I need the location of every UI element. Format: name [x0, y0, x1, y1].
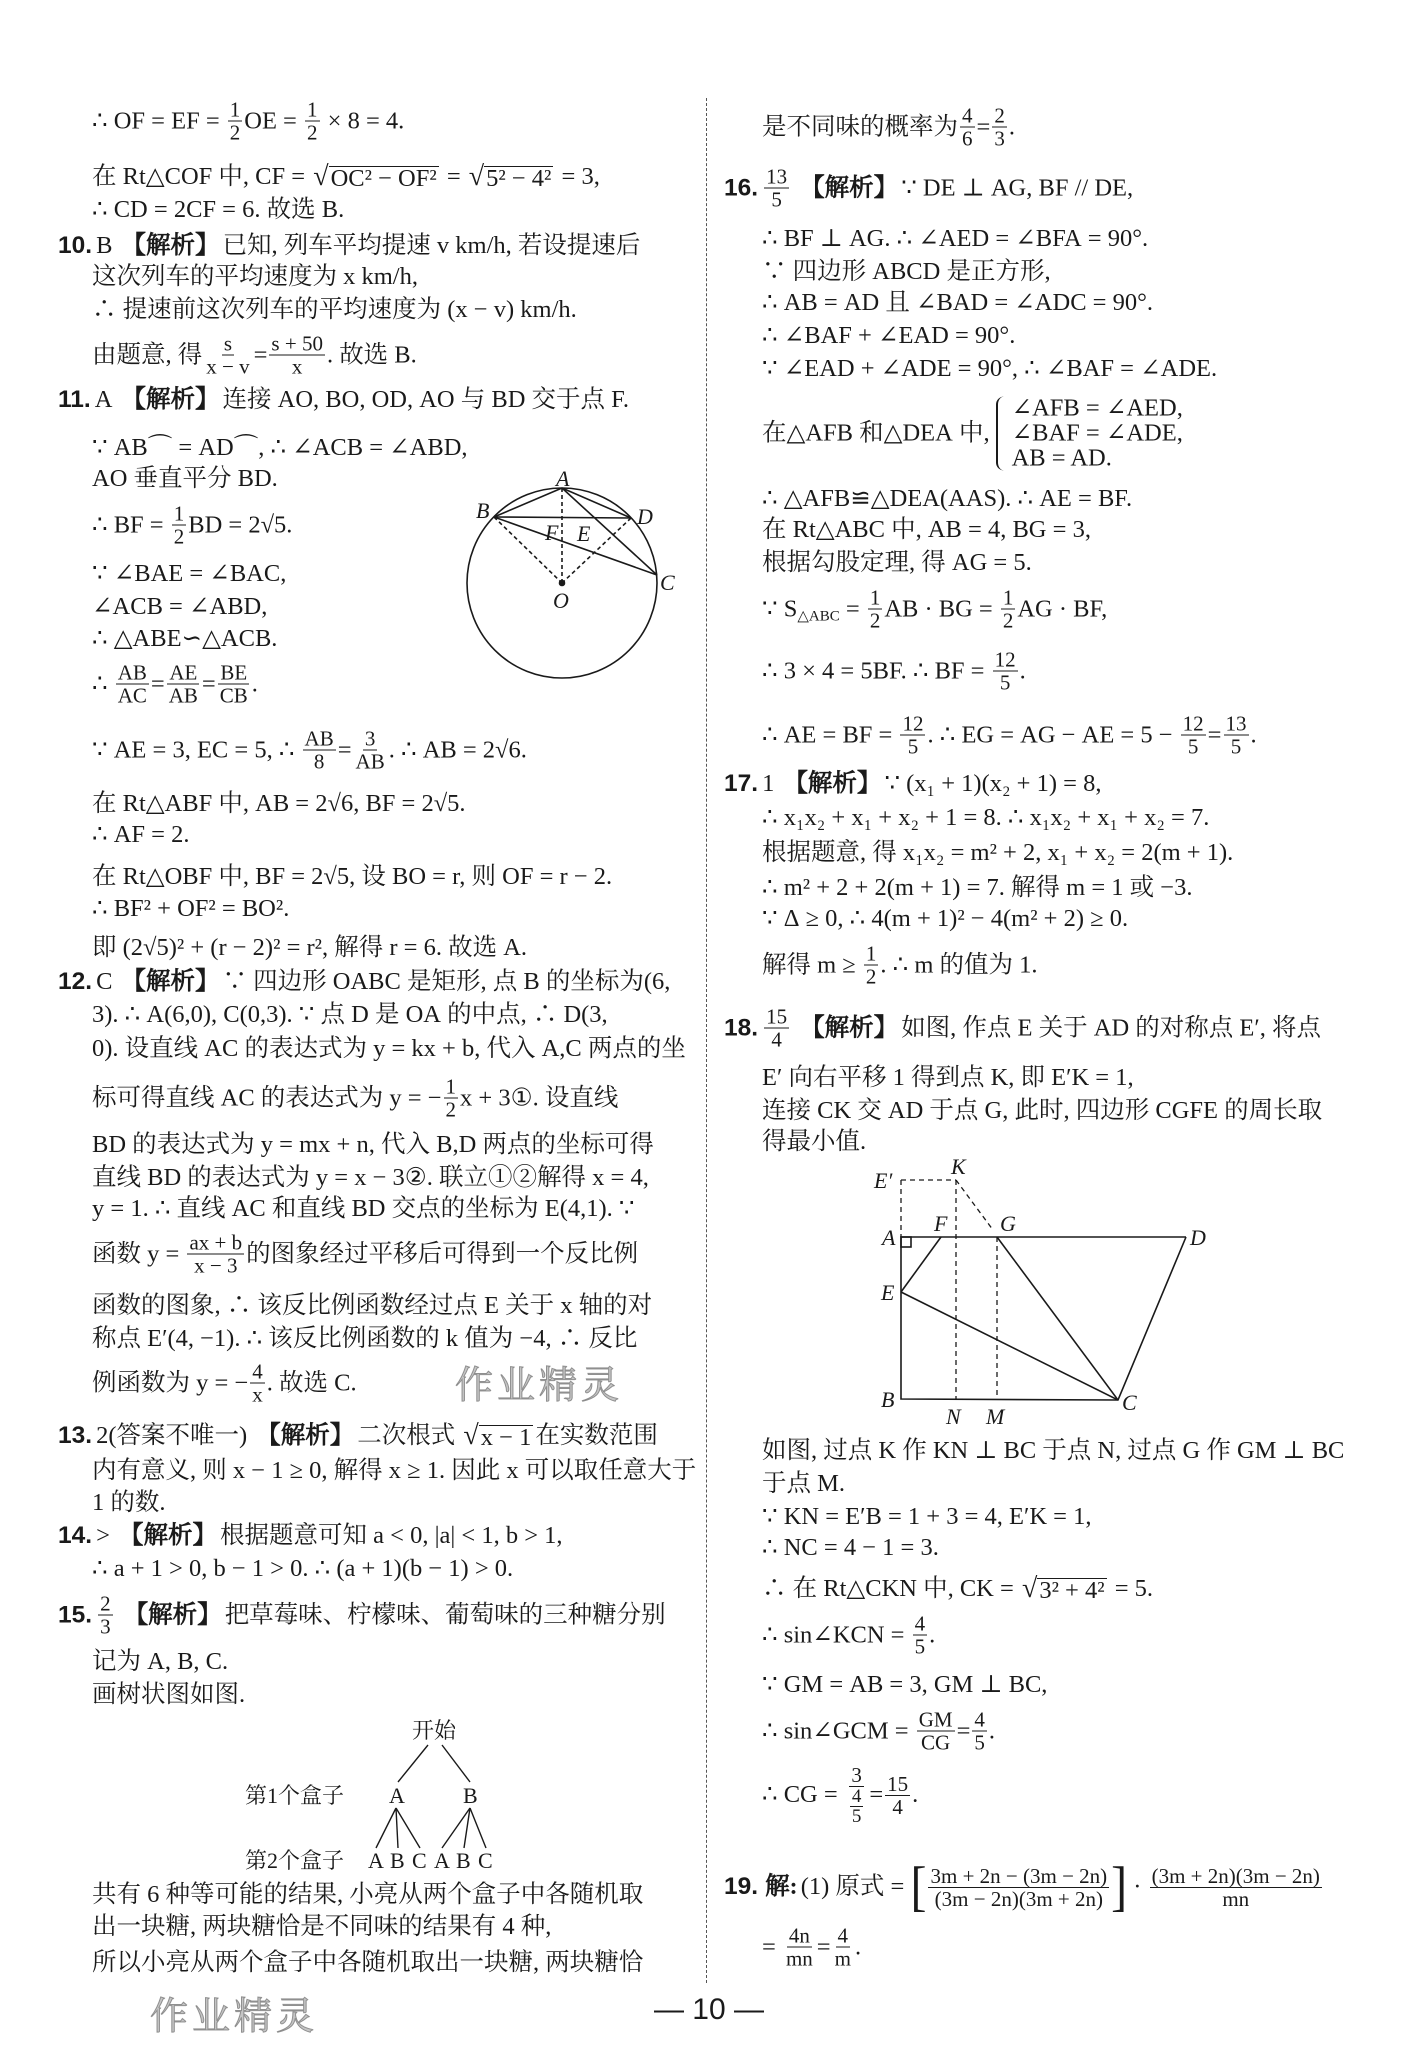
label-b: B [881, 1387, 895, 1412]
item-number: 17. [724, 770, 759, 797]
label-e: E [881, 1280, 895, 1305]
text-run: ∴ BF² + OF² = BO². [92, 895, 290, 922]
text-run: 1 [762, 770, 781, 797]
radical-sign-icon: √ [1021, 1573, 1038, 1604]
denominator: 5 [974, 1730, 985, 1755]
denominator: 5 [914, 1634, 926, 1659]
tree-figure [245, 1718, 493, 1873]
label-b: B [476, 498, 490, 523]
item-number: 12. [58, 968, 93, 995]
segment-gc [997, 1237, 1118, 1400]
text-run: 解得 m ≥ [762, 951, 862, 978]
text-run: E′ 向右平移 1 得到点 K, 即 E′K = 1, [762, 1064, 1134, 1091]
text-run: ∵ ∠BAE = ∠BAC, [92, 560, 287, 587]
text-run: 内有意义, 则 x − 1 ≥ 0, 解得 x ≥ 1. 因此 x 可以取任意大于 [92, 1457, 697, 1484]
text-run: ∵ 四边形 ABCD 是正方形, [762, 258, 1051, 285]
radical-sign-icon: √ [463, 1420, 479, 1451]
numerator: AB [117, 660, 147, 685]
text-run: 1 的数. [92, 1489, 166, 1516]
tree-node-b: B [463, 1783, 478, 1808]
numerator: 1 [229, 97, 241, 122]
tree-root: 开始 [412, 1718, 457, 1743]
text-run: 已知, 列车平均提速 v km/h, 若设提速后 [222, 232, 641, 259]
numerator: BE [220, 660, 248, 685]
text-run: 连接 AO, BO, OD, AO 与 BD 交于点 F. [222, 386, 629, 413]
segment-bc [494, 517, 657, 575]
label-g: G [1000, 1211, 1016, 1236]
analysis-tag: 【解析】 [256, 1422, 355, 1449]
text-run: ∵ Δ ≥ 0, ∴ 4(m + 1)² − 4(m² + 2) ≥ 0. [762, 905, 1129, 932]
text-run: ∵ (x₁ + 1)(x₂ + 1) = 8, [884, 770, 1102, 797]
text-run: ∴ 提速前这次列车的平均速度为 (x − v) km/h. [92, 296, 577, 323]
denominator: x − v [206, 354, 250, 379]
text-run: 出一块糖, 两块糖恰是不同味的结果有 4 种, [92, 1913, 552, 1940]
numerator: ax + b [189, 1230, 243, 1255]
denominator: (3m − 2n)(3m + 2n) [934, 1886, 1103, 1911]
subscript: △ABC [797, 608, 840, 625]
text-run: 3). ∴ A(6,0), C(0,3). ∵ 点 D 是 OA 的中点, ∴ D(3, [92, 1001, 608, 1028]
analysis-tag: 【解析】 [121, 968, 220, 995]
text-run: ∴ sin∠KCN = [762, 1621, 911, 1648]
numerator: 3m + 2n − (3m − 2n) [930, 1863, 1108, 1888]
numerator: 1 [865, 941, 877, 966]
bracket: [ [910, 1855, 927, 1917]
radicand: OC² − OF² [330, 165, 437, 192]
text-run: . ∴ m 的值为 1. [880, 951, 1038, 978]
denominator: AB [168, 683, 198, 708]
text-run: . [1250, 721, 1257, 748]
segment-ec [901, 1292, 1118, 1400]
denominator: 5 [1187, 734, 1199, 759]
numerator: 15 [766, 1004, 788, 1029]
numerator: 4 [974, 1707, 985, 1732]
text-run: 函数 y = [92, 1240, 186, 1267]
analysis-tag: 【解析】 [800, 1014, 899, 1041]
text-run: BD 的表达式为 y = mx + n, 代入 B,D 两点的坐标可得 [92, 1131, 654, 1158]
text-run: ∵ GM = AB = 3, GM ⊥ BC, [762, 1671, 1048, 1698]
numerator: 3 [851, 1763, 862, 1787]
denominator: 2 [445, 1097, 457, 1122]
tree-node-a: A [389, 1783, 405, 1808]
watermark: 作业精灵 [455, 1363, 624, 1407]
text-run: 直线 BD 的表达式为 y = x − 3②. 联立①②解得 x = 4, [92, 1164, 649, 1191]
tree-level1-label: 第1个盒子 [245, 1783, 345, 1808]
item-number: 19. [724, 1873, 759, 1900]
brace-line: AB = AD. [1011, 444, 1112, 472]
numerator: AE [169, 660, 198, 685]
radicand: x − 1 [480, 1424, 532, 1451]
text-run: . [912, 1781, 919, 1808]
label-e: E [577, 521, 591, 546]
label-k: K [951, 1154, 966, 1179]
denominator: 5 [1230, 734, 1242, 759]
denominator: 6 [962, 126, 973, 151]
segment-ab [494, 488, 562, 517]
item-number: 15. [58, 1601, 93, 1628]
numerator: 2 [100, 1591, 111, 1616]
denominator: 2 [173, 524, 185, 549]
text-run: 如图, 过点 K 作 KN ⊥ BC 于点 N, 过点 G 作 GM ⊥ BC [762, 1437, 1345, 1464]
denominator: 5 [999, 670, 1011, 695]
denominator: CB [219, 683, 248, 708]
text-run: = 3, [555, 163, 600, 190]
denominator: CG [921, 1730, 951, 1755]
tree-leaf: C [412, 1848, 427, 1873]
text-run: ∴ AF = 2. [92, 821, 190, 848]
numerator: s [223, 331, 233, 356]
text-run: . [251, 670, 258, 697]
text-run: ∴ OF = EF = [92, 107, 226, 134]
text-run: = [839, 595, 866, 622]
text-run: ∵ AB⌒ = AD⌒, ∴ ∠ACB = ∠ABD, [92, 434, 468, 461]
label-m: M [986, 1404, 1005, 1429]
square-labels [873, 1154, 1206, 1429]
denominator: x − 3 [194, 1253, 238, 1278]
text-run: 在实数范围 [535, 1422, 658, 1449]
text-run: = [1207, 721, 1222, 748]
text-run: 0). 设直线 AC 的表达式为 y = kx + b, 代入 A,C 两点的坐 [92, 1035, 686, 1062]
text-run: . [929, 1621, 936, 1648]
numerator: 1 [173, 501, 185, 526]
brace-line: ∠AFB = ∠AED, [1011, 394, 1183, 422]
text-run: 称点 E′(4, −1). ∴ 该反比例函数的 k 值为 −4, ∴ 反比 [92, 1325, 638, 1352]
text-run: . ∴ AB = 2√6. [388, 736, 527, 763]
point-o [560, 581, 565, 586]
tree-leaf: B [390, 1848, 405, 1873]
text-run: = [201, 670, 216, 697]
text-run: ∠ACB = ∠ABD, [92, 593, 268, 620]
text-run: = [253, 341, 268, 368]
text-run: B [96, 232, 119, 259]
text-run: 的图象经过平移后可得到一个反比例 [246, 1240, 639, 1267]
numerator: 4 [837, 1923, 849, 1948]
text-run: OE = [244, 107, 303, 134]
item-number: 11. [58, 386, 91, 413]
text-run: = [816, 1933, 831, 1960]
denominator: 3 [994, 126, 1005, 151]
page-number: — 10 — [653, 1993, 765, 2026]
segment-od [562, 518, 631, 583]
text-run: 如图, 作点 E 关于 AD 的对称点 E′, 将点 [901, 1014, 1321, 1041]
text-run: ∴ m² + 2 + 2(m + 1) = 7. 解得 m = 1 或 −3. [762, 874, 1193, 901]
numerator: 4 [914, 1611, 926, 1636]
denominator: 2 [869, 608, 881, 633]
label-c: C [660, 570, 675, 595]
text-run: 所以小亮从两个盒子中各随机取出一块糖, 两块糖恰 [92, 1949, 644, 1976]
text-run: 由题意, 得 [92, 341, 203, 368]
denominator: 5 [851, 1806, 862, 1827]
denominator: 5 [907, 734, 919, 759]
text-run: 例函数为 y = − [92, 1369, 249, 1396]
segment-ad [562, 488, 631, 518]
item-number: 14. [58, 1522, 93, 1549]
label-a: A [882, 1225, 896, 1250]
text-run: ∴ 3 × 4 = 5BF. ∴ BF = [762, 657, 991, 684]
text-run: = [150, 670, 165, 697]
label-c: C [1122, 1390, 1137, 1415]
denominator: 2 [865, 964, 877, 989]
label-n: N [946, 1404, 961, 1429]
text-run: ∵ KN = E′B = 1 + 3 = 4, E′K = 1, [762, 1503, 1092, 1530]
text-run: 在△AFB 和△DEA 中, [762, 419, 990, 446]
text-run: . 故选 B. [326, 341, 417, 368]
label-f: F [934, 1211, 948, 1236]
text-run: · [1127, 1873, 1148, 1900]
radical-sign-icon: √ [468, 161, 485, 192]
tree-level2-label: 第2个盒子 [245, 1848, 345, 1873]
denominator: 2 [229, 120, 241, 145]
label-o: O [553, 588, 569, 613]
denominator: m [834, 1946, 851, 1971]
numerator: GM [918, 1707, 953, 1732]
numerator: (3m + 2n)(3m − 2n) [1151, 1863, 1320, 1888]
numerator: 4n [788, 1923, 810, 1948]
text-run: × 8 = 4. [321, 107, 405, 134]
label-e-prime: E′ [874, 1168, 893, 1193]
text-run: 把草莓味、柠檬味、葡萄味的三种糖分别 [224, 1601, 666, 1628]
text-run: ∴ a + 1 > 0, b − 1 > 0. ∴ (a + 1)(b − 1) > 0. [92, 1555, 514, 1582]
analysis-tag: 解: [765, 1873, 798, 1900]
text-run: ∵ DE ⊥ AG, BF // DE, [901, 174, 1134, 201]
numerator: AB [304, 726, 334, 751]
analysis-tag: 【解析】 [119, 1522, 218, 1549]
text-run: = [976, 113, 991, 140]
text-run: C [96, 968, 119, 995]
bracket: ] [1111, 1855, 1128, 1917]
text-run: ∴ AB = AD 且 ∠BAD = ∠ADC = 90°. [762, 289, 1154, 316]
text-run: . 故选 C. [266, 1369, 357, 1396]
text-run: 这次列车的平均速度为 x km/h, [92, 263, 418, 290]
numerator: 4 [252, 1359, 263, 1384]
text-run: AO 垂直平分 BD. [92, 465, 278, 492]
denominator: x [291, 354, 303, 379]
numerator: 1 [1002, 585, 1014, 610]
numerator: 4 [962, 103, 973, 128]
text-run: ∴ AE = BF = [762, 721, 899, 748]
tree-leaf: C [478, 1848, 493, 1873]
denominator: mn [1222, 1886, 1250, 1911]
text-run: 函数的图象, ∴ 该反比例函数经过点 E 关于 x 轴的对 [92, 1292, 653, 1319]
text-run: 根据题意可知 a < 0, |a| < 1, b > 1, [220, 1522, 563, 1549]
analysis-tag: 【解析】 [783, 770, 882, 797]
analysis-tag: 【解析】 [123, 1601, 222, 1628]
numerator: 1 [307, 97, 318, 122]
analysis-tag: 【解析】 [121, 386, 220, 413]
text-run: 标可得直线 AC 的表达式为 y = − [92, 1084, 442, 1111]
text-run: > [96, 1522, 117, 1549]
label-f: F [545, 520, 559, 545]
text-run: 二次根式 [357, 1422, 462, 1449]
numerator: 1 [445, 1074, 457, 1099]
denominator: mn [785, 1946, 813, 1971]
text-run: . [1019, 657, 1026, 684]
circle-figure [467, 488, 657, 678]
text-run: BD = 2√5. [188, 511, 293, 538]
text-run: 连接 CK 交 AD 于点 G, 此时, 四边形 CGFE 的周长取 [762, 1097, 1323, 1124]
text-run: . [854, 1933, 862, 1960]
tree-leaf: B [456, 1848, 471, 1873]
text-run: x + 3①. 设直线 [460, 1084, 619, 1111]
denominator: 2 [307, 120, 318, 145]
text-run: = [762, 1933, 782, 1960]
text-run: 根据题意, 得 x₁x₂ = m² + 2, x₁ + x₂ = 2(m + 1). [762, 839, 1234, 866]
text-run: y = 1. ∴ 直线 AC 和直线 BD 交点的坐标为 E(4,1). ∵ [92, 1195, 635, 1222]
text-run: ∴ BF ⊥ AG. ∴ ∠AED = ∠BFA = 90°. [762, 225, 1149, 252]
text-run: ∵ AE = 3, EC = 5, ∴ [92, 736, 301, 763]
item-number: 10. [58, 232, 93, 259]
text-run: ∵ ∠EAD + ∠ADE = 90°, ∴ ∠BAF = ∠ADE. [762, 355, 1218, 382]
item-number: 13. [58, 1422, 93, 1449]
analysis-tag: 【解析】 [800, 174, 899, 201]
text-run: 在 Rt△COF 中, CF = [92, 163, 312, 190]
denominator: 5 [771, 187, 782, 212]
text-run: . [1008, 113, 1015, 140]
text-run: A [94, 386, 119, 413]
denominator: x [252, 1382, 263, 1407]
radicand: 5² − 4² [486, 165, 552, 192]
brace-line: ∠BAF = ∠ADE, [1011, 419, 1183, 447]
numerator: 2 [994, 103, 1005, 128]
numerator: s + 50 [271, 331, 323, 356]
denominator: AB [355, 749, 385, 774]
text-run: 画树状图如图. [92, 1681, 246, 1708]
label-d: D [637, 504, 653, 529]
text-run: 是不同味的概率为 [762, 113, 958, 140]
text-run: . [988, 1717, 996, 1744]
text-run: ∴ ∠BAF + ∠EAD = 90°. [762, 322, 1016, 349]
denominator: 4 [771, 1027, 782, 1052]
denominator: 4 [892, 1794, 903, 1819]
numerator: 13 [1225, 711, 1247, 736]
numerator: 1 [869, 585, 881, 610]
numerator: 15 [887, 1771, 909, 1796]
text-run: 根据勾股定理, 得 AG = 5. [762, 549, 1032, 576]
tree-leaf: A [434, 1848, 450, 1873]
text-run: ∴ CD = 2CF = 6. 故选 B. [92, 196, 345, 223]
numerator: 3 [364, 726, 376, 751]
text-run: . ∴ EG = AG − AE = 5 − [927, 721, 1179, 748]
text-run: ∴ CG = [762, 1781, 844, 1808]
text-run: ∴ △ABE∽△ACB. [92, 625, 278, 652]
text-run: ∴ 在 Rt△CKN 中, CK = [762, 1575, 1020, 1602]
text-run: = [337, 736, 352, 763]
text-run: 在 Rt△ABF 中, AB = 2√6, BF = 2√5. [92, 790, 466, 817]
denominator: 8 [313, 749, 325, 774]
text-run: 在 Rt△OBF 中, BF = 2√5, 设 BO = r, 则 OF = r − 2. [92, 863, 613, 890]
analysis-tag: 【解析】 [121, 232, 220, 259]
denominator: AC [117, 683, 147, 708]
right-angle-mark [901, 1237, 911, 1247]
text-run: 共有 6 种等可能的结果, 小亮从两个盒子中各随机取 [92, 1881, 644, 1908]
numerator: 4 [851, 1786, 862, 1807]
text-run: ∴ sin∠GCM = [762, 1717, 915, 1744]
text-run: = [956, 1717, 971, 1744]
label-a: A [556, 466, 570, 491]
item-number: 18. [724, 1014, 759, 1041]
text-run: = 5. [1108, 1575, 1154, 1602]
numerator: 13 [766, 164, 788, 189]
segment-ef [901, 1237, 941, 1292]
text-run: 在 Rt△ABC 中, AB = 4, BG = 3, [762, 516, 1091, 543]
text-run: 于点 M. [762, 1470, 846, 1497]
quadrilateral-abcd [901, 1237, 1186, 1400]
radicand: 3² + 4² [1039, 1577, 1105, 1604]
text-run: ∴ NC = 4 − 1 = 3. [762, 1534, 939, 1561]
numerator: 12 [1182, 711, 1204, 736]
label-d: D [1190, 1225, 1206, 1250]
text-run: AB · BG = [884, 595, 999, 622]
text-run: ∴ x₁x₂ + x₁ + x₂ + 1 = 8. ∴ x₁x₂ + x₁ + x₂ = 7. [762, 804, 1210, 831]
numerator: 12 [902, 711, 924, 736]
text-run: 2(答案不唯一) [96, 1422, 254, 1449]
radical-sign-icon: √ [313, 161, 329, 192]
denominator: 3 [100, 1614, 111, 1639]
text-run: AG · BF, [1017, 595, 1108, 622]
text-run: (1) 原式 = [800, 1873, 911, 1900]
item-number: 16. [724, 174, 759, 201]
numerator: 12 [994, 647, 1016, 672]
text-run: ∴ BF = [92, 511, 170, 538]
text-run: 即 (2√5)² + (r − 2)² = r², 解得 r = 6. 故选 A. [92, 934, 528, 961]
text-run: ∵ 四边形 OABC 是矩形, 点 B 的坐标为(6, [222, 968, 671, 995]
text-run: = [440, 163, 467, 190]
text-run: ∵ S [762, 595, 798, 622]
text-run: = [869, 1781, 884, 1808]
watermark: 作业精灵 [150, 1994, 319, 2038]
text-run: ∴ △AFB≌△DEA(AAS). ∴ AE = BF. [762, 485, 1133, 512]
text-run: 得最小值. [762, 1128, 867, 1155]
denominator: 2 [1002, 608, 1014, 633]
circle-labels [476, 466, 675, 613]
text-run: 记为 A, B, C. [92, 1648, 229, 1675]
tree-leaf: A [368, 1848, 384, 1873]
text-run: ∴ [92, 670, 114, 697]
